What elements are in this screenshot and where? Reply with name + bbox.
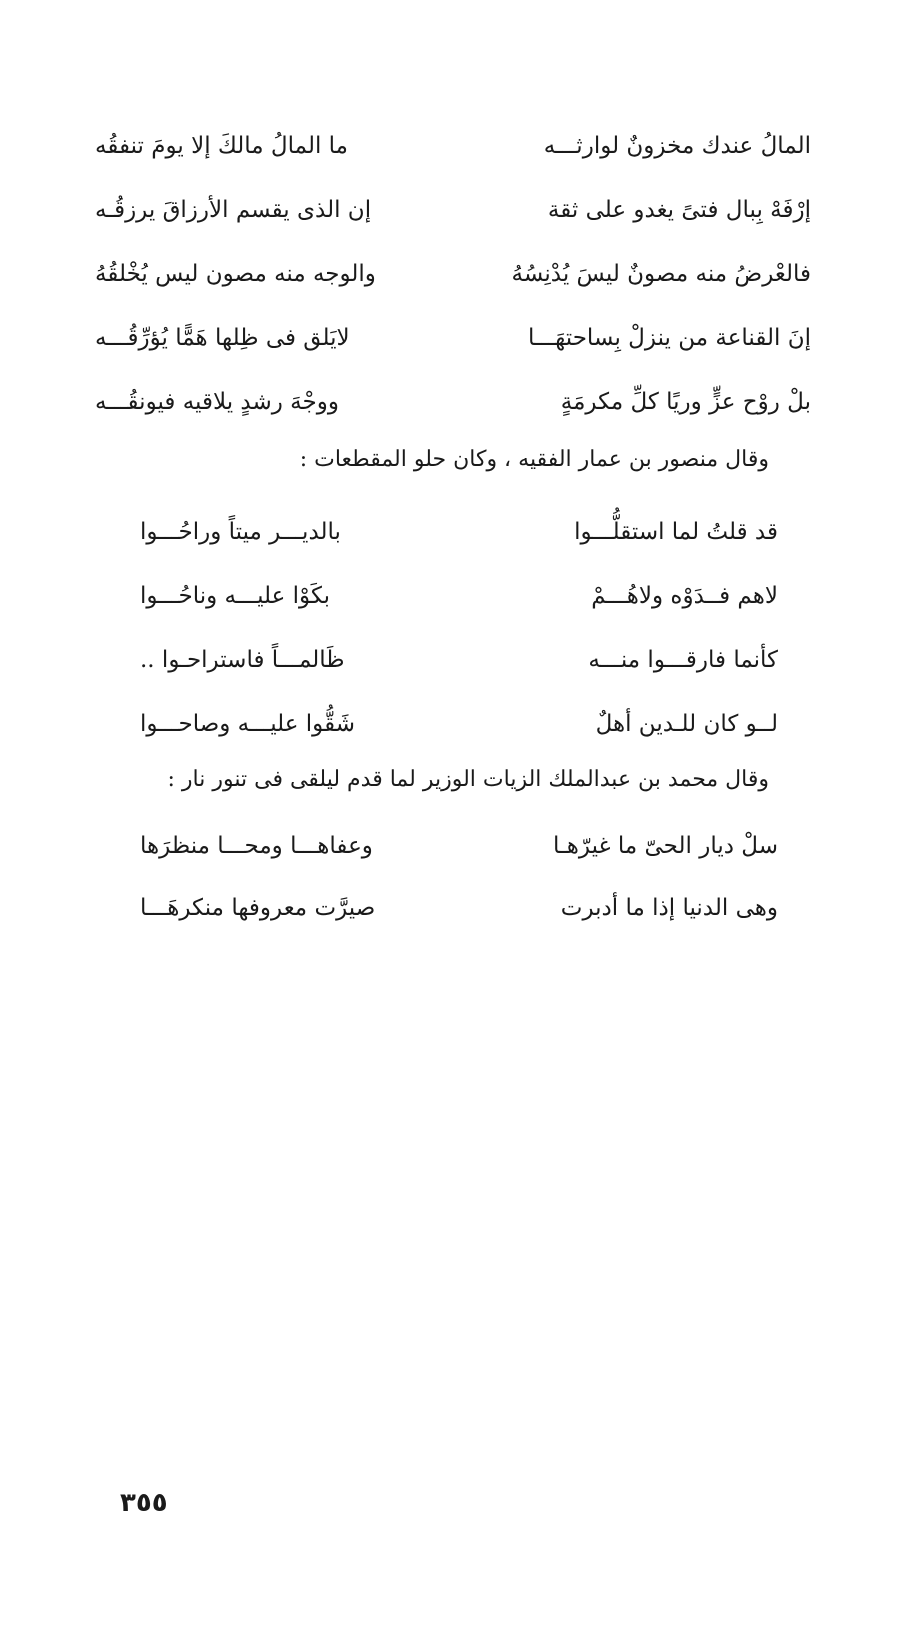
- verse-second-hemistich: صيرَّت معروفها منكرهَـــا: [140, 895, 376, 921]
- verse-first-hemistich: قد قلتُ لما استقلُّـــوا: [574, 519, 778, 545]
- verse-second-hemistich: بكَوْا عليـــه وناحُـــوا: [140, 583, 331, 609]
- poem-introduction: وقال محمد بن عبدالملك الزيات الوزير لما قدم ليلقى فى تنور نار :: [167, 767, 769, 792]
- verse-first-hemistich: لاهم فــدَوْه ولاهُـــمْ: [591, 583, 778, 609]
- verse-second-hemistich: لايَلق فى ظِلها هَمًّا يُؤرِّقُـــه: [95, 325, 350, 351]
- verse-first-hemistich: سلْ ديار الحىّ ما غيرّهـا: [553, 833, 778, 859]
- verse-first-hemistich: فالعْرضُ منه مصونٌ ليسَ يُدْنِسُهُ: [511, 261, 811, 287]
- verse-first-hemistich: لــو كان للـدين أهلٌ: [595, 711, 778, 737]
- verse-first-hemistich: بلْ روْح عزٍّ وريًا كلِّ مكرمَةٍ: [560, 389, 811, 415]
- verse-second-hemistich: ما المالُ مالكَ إلا يومَ تنفقُه: [95, 133, 348, 159]
- verse-second-hemistich: ووجْهَ رشدٍ يلاقيه فيونقُـــه: [95, 389, 339, 415]
- verse-first-hemistich: إرْفَهْ بِبال فتىً يغدو على ثقة: [547, 197, 811, 223]
- verse-first-hemistich: كأنما فارقـــوا منـــه: [588, 647, 778, 673]
- verse-second-hemistich: ظَالمـــاً فاستراحـوا ..: [140, 647, 345, 673]
- verse-second-hemistich: شَقُّوا عليـــه وصاحـــوا: [140, 711, 355, 737]
- verse-first-hemistich: إنَ القناعة من ينزلْ بِساحتهَـــا: [527, 325, 811, 351]
- verse-second-hemistich: بالديـــر ميتاً وراحُـــوا: [140, 519, 341, 545]
- verse-second-hemistich: وعفاهـــا ومحـــا منظرَها: [140, 833, 373, 859]
- poem-introduction: وقال منصور بن عمار الفقيه ، وكان حلو المقطعات :: [299, 447, 769, 472]
- verse-second-hemistich: إن الذى يقسم الأرزاقَ يرزقُـه: [95, 197, 372, 223]
- verse-second-hemistich: والوجه منه مصون ليس يُخْلقُهُ: [95, 261, 376, 287]
- page-number: ٣٥٥: [120, 1488, 168, 1518]
- verse-first-hemistich: وهى الدنيا إذا ما أدبرت: [560, 895, 778, 921]
- verse-first-hemistich: المالُ عندك مخزونٌ لوارثـــه: [543, 133, 811, 159]
